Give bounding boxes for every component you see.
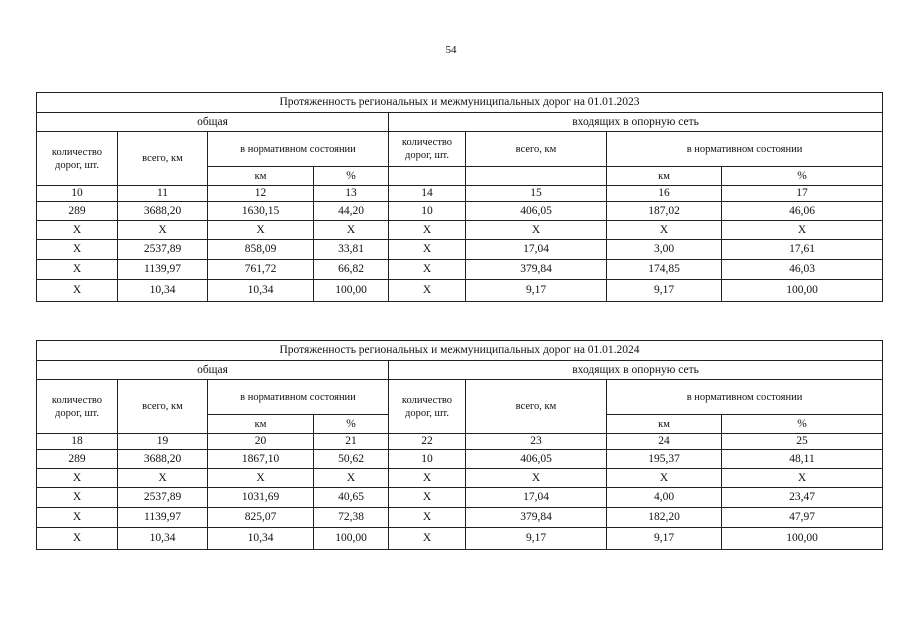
cell: X <box>37 528 118 550</box>
cell: 9,17 <box>466 528 607 550</box>
cell: 289 <box>37 202 118 221</box>
cell: 289 <box>37 450 118 469</box>
table-title: Протяженность региональных и межмуниципальных дорог на 01.01.2024 <box>37 341 883 361</box>
header-empty <box>389 167 466 186</box>
cell: 2537,89 <box>118 240 208 260</box>
table-row <box>37 488 883 508</box>
header-km: км <box>208 415 314 434</box>
column-number: 23 <box>466 434 607 450</box>
cell: X <box>37 488 118 508</box>
header-km: км <box>607 415 722 434</box>
header-road-count: количество дорог, шт. <box>37 380 118 434</box>
cell: X <box>466 221 607 240</box>
cell: 17,04 <box>466 488 607 508</box>
cell: X <box>118 469 208 488</box>
header-percent: % <box>314 167 389 186</box>
table-row <box>37 202 883 221</box>
cell: X <box>208 469 314 488</box>
header-road-count: количество дорог, шт. <box>389 132 466 167</box>
cell: 10 <box>389 450 466 469</box>
cell: 1630,15 <box>208 202 314 221</box>
cell: 10 <box>389 202 466 221</box>
cell: 100,00 <box>722 528 883 550</box>
cell: X <box>314 469 389 488</box>
cell: X <box>389 221 466 240</box>
group-header-total: общая <box>37 113 389 132</box>
column-number: 10 <box>37 186 118 202</box>
cell: 48,11 <box>722 450 883 469</box>
cell: 1867,10 <box>208 450 314 469</box>
table-row <box>37 528 883 550</box>
header-percent: % <box>722 415 883 434</box>
cell: 379,84 <box>466 508 607 528</box>
cell: 10,34 <box>118 528 208 550</box>
header-empty <box>466 167 607 186</box>
header-km: км <box>607 167 722 186</box>
header-normative: в нормативном состоянии <box>208 132 389 167</box>
cell: X <box>118 221 208 240</box>
header-total-km: всего, км <box>118 380 208 434</box>
cell: 72,38 <box>314 508 389 528</box>
cell: 44,20 <box>314 202 389 221</box>
header-percent: % <box>722 167 883 186</box>
table-row <box>37 280 883 302</box>
cell: 187,02 <box>607 202 722 221</box>
cell: X <box>722 469 883 488</box>
header-total-km: всего, км <box>466 380 607 434</box>
header-normative: в нормативном состоянии <box>607 132 883 167</box>
cell: 10,34 <box>118 280 208 302</box>
column-number: 15 <box>466 186 607 202</box>
cell: 46,03 <box>722 260 883 280</box>
cell: X <box>389 240 466 260</box>
cell: X <box>722 221 883 240</box>
header-normative: в нормативном состоянии <box>208 380 389 415</box>
header-road-count: количество дорог, шт. <box>37 132 118 186</box>
cell: 17,61 <box>722 240 883 260</box>
cell: X <box>389 260 466 280</box>
cell: X <box>389 488 466 508</box>
cell: 3,00 <box>607 240 722 260</box>
table-row <box>37 508 883 528</box>
cell: 1139,97 <box>118 508 208 528</box>
cell: 66,82 <box>314 260 389 280</box>
header-normative: в нормативном состоянии <box>607 380 883 415</box>
column-number: 25 <box>722 434 883 450</box>
cell: 47,97 <box>722 508 883 528</box>
header-percent: % <box>314 415 389 434</box>
cell: 9,17 <box>607 528 722 550</box>
cell: X <box>607 469 722 488</box>
column-number: 22 <box>389 434 466 450</box>
cell: 761,72 <box>208 260 314 280</box>
cell: X <box>389 469 466 488</box>
column-number: 20 <box>208 434 314 450</box>
column-number-row <box>37 186 883 202</box>
table-title: Протяженность региональных и межмуниципальных дорог на 01.01.2023 <box>37 93 883 113</box>
cell: 50,62 <box>314 450 389 469</box>
column-number: 14 <box>389 186 466 202</box>
page-number: 54 <box>445 44 457 56</box>
cell: 33,81 <box>314 240 389 260</box>
cell: 825,07 <box>208 508 314 528</box>
group-header-total: общая <box>37 361 389 380</box>
cell: X <box>389 280 466 302</box>
cell: X <box>37 508 118 528</box>
cell: X <box>37 280 118 302</box>
header-km: км <box>208 167 314 186</box>
cell: X <box>37 260 118 280</box>
table-row <box>37 260 883 280</box>
table-row <box>37 240 883 260</box>
cell: 1031,69 <box>208 488 314 508</box>
column-number: 24 <box>607 434 722 450</box>
cell: 100,00 <box>722 280 883 302</box>
cell: X <box>607 221 722 240</box>
cell: X <box>37 469 118 488</box>
group-header-backbone: входящих в опорную сеть <box>389 361 883 380</box>
table-row <box>37 469 883 488</box>
column-number: 11 <box>118 186 208 202</box>
cell: 174,85 <box>607 260 722 280</box>
cell: X <box>208 221 314 240</box>
cell: 2537,89 <box>118 488 208 508</box>
cell: X <box>37 240 118 260</box>
cell: X <box>389 528 466 550</box>
header-total-km: всего, км <box>466 132 607 167</box>
column-number: 18 <box>37 434 118 450</box>
cell: 100,00 <box>314 528 389 550</box>
cell: 46,06 <box>722 202 883 221</box>
table-row <box>37 450 883 469</box>
cell: X <box>389 508 466 528</box>
cell: 1139,97 <box>118 260 208 280</box>
road-length-table-2023 <box>36 92 883 302</box>
table-row <box>37 221 883 240</box>
cell: 858,09 <box>208 240 314 260</box>
cell: 10,34 <box>208 528 314 550</box>
cell: 23,47 <box>722 488 883 508</box>
cell: 40,65 <box>314 488 389 508</box>
cell: 3688,20 <box>118 450 208 469</box>
column-number: 13 <box>314 186 389 202</box>
cell: 100,00 <box>314 280 389 302</box>
cell: X <box>314 221 389 240</box>
cell: 9,17 <box>466 280 607 302</box>
column-number-row <box>37 434 883 450</box>
column-number: 12 <box>208 186 314 202</box>
column-number: 19 <box>118 434 208 450</box>
cell: 195,37 <box>607 450 722 469</box>
cell: 3688,20 <box>118 202 208 221</box>
header-total-km: всего, км <box>118 132 208 186</box>
cell: 406,05 <box>466 202 607 221</box>
cell: 4,00 <box>607 488 722 508</box>
group-header-backbone: входящих в опорную сеть <box>389 113 883 132</box>
column-number: 17 <box>722 186 883 202</box>
cell: 9,17 <box>607 280 722 302</box>
column-number: 21 <box>314 434 389 450</box>
road-length-table-2024 <box>36 340 883 550</box>
cell: 10,34 <box>208 280 314 302</box>
header-road-count: количество дорог, шт. <box>389 380 466 434</box>
cell: 379,84 <box>466 260 607 280</box>
cell: 182,20 <box>607 508 722 528</box>
cell: 17,04 <box>466 240 607 260</box>
column-number: 16 <box>607 186 722 202</box>
cell: X <box>466 469 607 488</box>
cell: 406,05 <box>466 450 607 469</box>
cell: X <box>37 221 118 240</box>
